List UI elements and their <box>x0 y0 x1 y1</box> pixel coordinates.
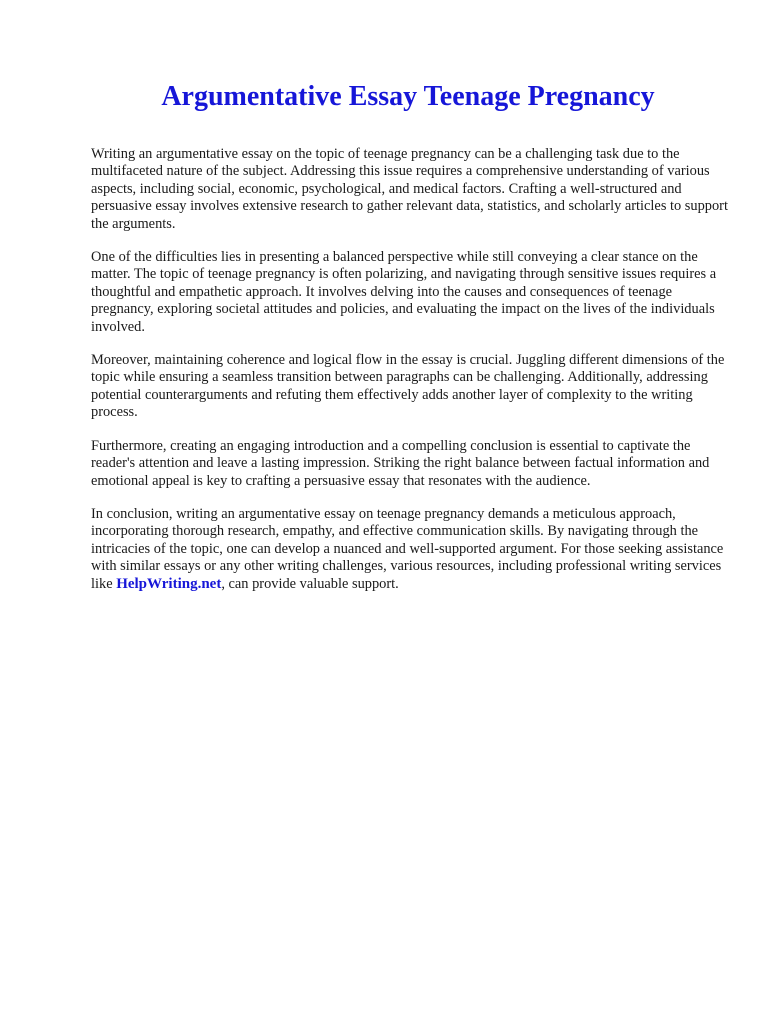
paragraph-2: One of the difficulties lies in presenting a balanced perspective while still conveying a clear stance on the matter. The topic of teenage pregnancy is often polarizing, and navigating through sensitive issues requires a thoughtful and empathetic approach. It involves delving into the causes and consequences of teenage pregnancy, exploring societal attitudes and policies, and evaluating the impact on the lives of the individuals involved. <box>91 249 717 335</box>
paragraph-3: Moreover, maintaining coherence and logical flow in the essay is crucial. Juggling different dimensions of the topic while ensuring a seamless transition between paragraphs can be challenging. Additionally, addressing potential counterarguments and refuting them effectively adds another layer of complexity to the writing process. <box>91 352 725 421</box>
page-title: Argumentative Essay Teenage Pregnancy <box>161 81 655 112</box>
paragraph-4: Furthermore, creating an engaging introduction and a compelling conclusion is essential to captivate the reader's attention and leave a lasting impression. Striking the right balance between factual information and emotional appeal is key to crafting a persuasive essay that resonates with the audience. <box>91 437 710 489</box>
document-body <box>91 146 731 609</box>
helpwriting-link[interactable]: HelpWriting.net <box>116 575 222 592</box>
paragraph-1: Writing an argumentative essay on the topic of teenage pregnancy can be a challenging task due to the multifaceted nature of the subject. Addressing this issue requires a comprehensive understanding of various aspects, including social, economic, psychological, and medical factors. Crafting a well-structured and persuasive essay involves extensive research to gather relevant data, statistics, and scholarly articles to support the arguments. <box>91 146 728 232</box>
conclusion-text: In conclusion, writing an argumentative essay on teenage pregnancy demands a meticulous approach, incorporating thorough research, empathy, and effective communication skills. By navigating through the intricacies of the topic, one can develop a nuanced and well-supported argument. For those seeking assistance with similar essays or any other writing challenges, various resources, including professional writing services like <box>91 505 724 592</box>
paragraph-conclusion <box>91 506 731 593</box>
conclusion-tail: , can provide valuable support. <box>221 575 399 592</box>
